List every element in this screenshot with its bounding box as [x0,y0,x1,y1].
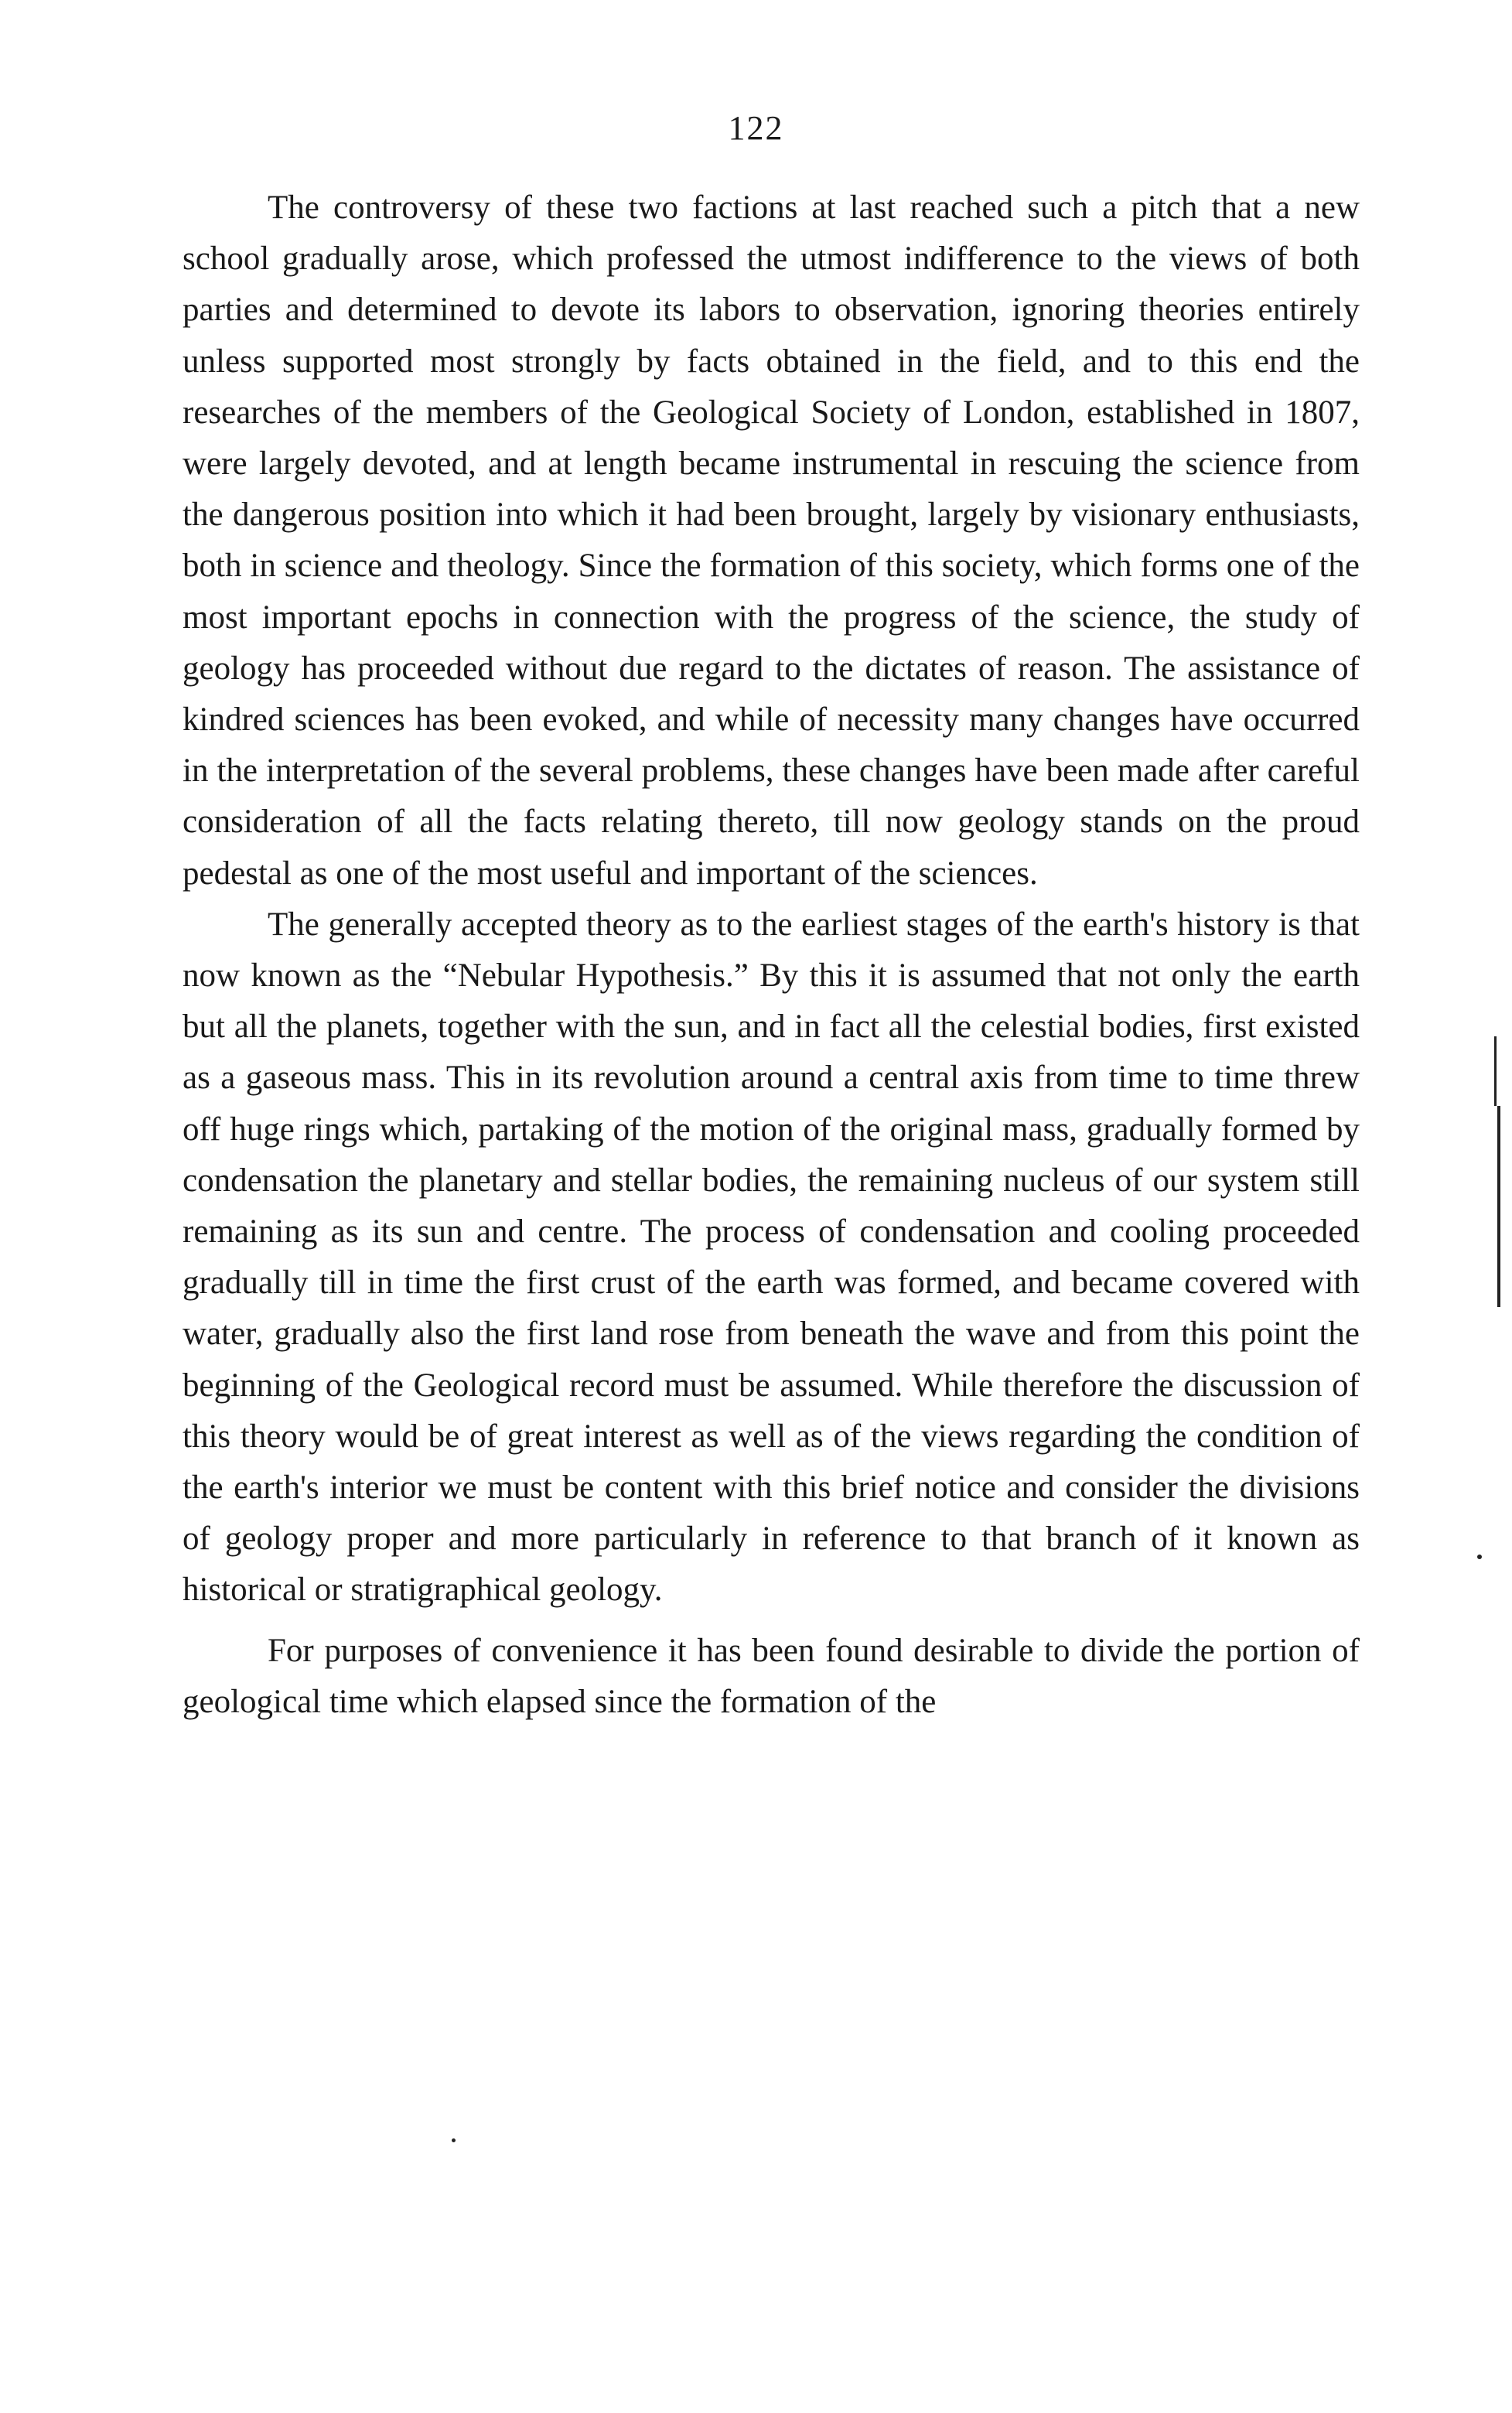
margin-scan-mark [452,2138,456,2142]
paragraph-3: For purposes of convenience it has been found desirable to divide the portion of geological time which elapsed since the formation of the [183,1632,1360,1720]
margin-scan-mark [1497,1106,1500,1307]
paragraph-2: The generally accepted theory as to the earliest stages of the earth's history is that now known as the “Nebular Hypothesis.” By this it is assumed that not only the earth but all the planets, together with the sun, and in fact all the celestial bodies, first existed as a gaseous mass. This in its revolution around a central axis from time to time threw off huge rings which, partaking of the motion of the original mass, gradually formed by condensation the planetary and stellar bodies, the remaining nucleus of our system still remaining as its sun and centre. The process of condensation and cooling proceeded gradually till in time the first crust of the earth was formed, and became covered with water, gradually also the first land rose from beneath the wave and from this point the beginning of the Geological record must be assumed. While therefore the discussion of this theory would be of great interest as well as of the views regarding the condition of the earth's interior we must be content with this brief notice and consider the divisions of geology proper and more particularly in reference to that branch of it known as historical or stratigraphical geology. [183,906,1360,1609]
margin-scan-mark [1494,1036,1497,1106]
paragraph-1: The controversy of these two factions at last reached such a pitch that a new school gradually arose, which professed the utmost indifference to the views of both parties and determined to devote its labors to observation, ignoring theories entirely unless supported most strongly by facts obtained in the field, and to this end the researches of the members of the Geological Society of London, established in 1807, were largely devoted, and at length became instrumental in rescuing the science from the dangerous position into which it had been brought, largely by visionary enthusiasts, both in science and theology. Since the formation of this society, which forms one of the most important epochs in connection with the progress of the science, the study of geology has proceeded without due regard to the dictates of reason. The assistance of kindred sciences has been evoked, and while of necessity many changes have occurred in the interpretation of the several problems, these changes have been made after careful consideration of all the facts relating thereto, till now geology stands on the proud pedestal as one of the most useful and important of the sciences. [183,189,1360,892]
page-number: 122 [728,109,784,147]
body-text [183,183,1360,1728]
margin-scan-mark [1477,1555,1482,1559]
